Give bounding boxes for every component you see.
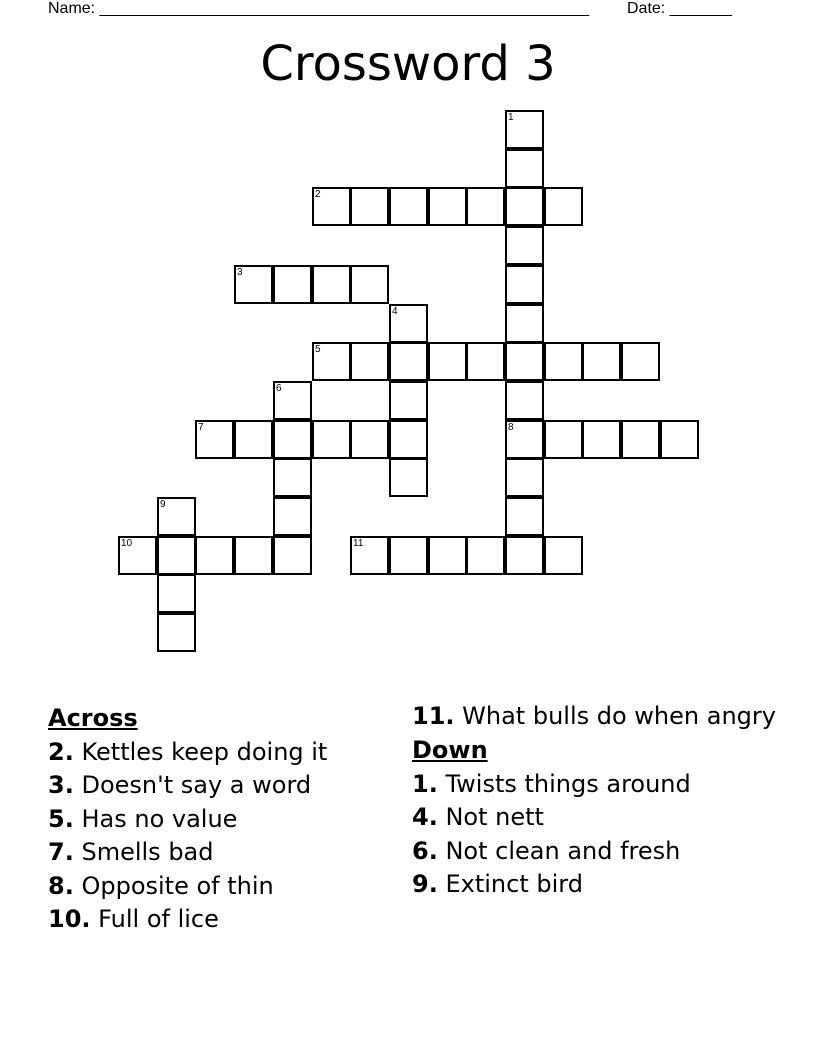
cell-number: 8	[508, 422, 514, 433]
grid-cell[interactable]	[582, 342, 621, 381]
clue-number: 11.	[412, 702, 455, 730]
clue-number: 4.	[412, 803, 438, 831]
grid-cell[interactable]	[389, 342, 428, 381]
clue-across-2	[48, 736, 398, 770]
clue-text: Kettles keep doing it	[81, 737, 328, 766]
grid-cell[interactable]	[505, 536, 544, 575]
grid-cell[interactable]	[505, 381, 544, 420]
grid-cell[interactable]	[195, 536, 234, 575]
grid-cell[interactable]	[505, 420, 544, 459]
grid-cell[interactable]	[505, 304, 544, 343]
grid-cell[interactable]	[505, 110, 544, 149]
clue-number: 6.	[412, 836, 438, 865]
clue-text: What bulls do when angry	[462, 702, 776, 730]
grid-cell[interactable]	[505, 149, 544, 188]
grid-cell[interactable]	[273, 497, 312, 536]
cell-number: 10	[121, 538, 133, 549]
clue-text: Doesn't say a word	[81, 771, 312, 799]
clue-number: 10.	[48, 905, 91, 933]
cell-number: 6	[276, 383, 282, 394]
grid-cell[interactable]	[234, 536, 273, 575]
clues-right-column	[412, 702, 792, 902]
across-heading: Across	[48, 704, 138, 732]
cell-number: 5	[315, 344, 321, 355]
grid-cell[interactable]	[389, 420, 428, 459]
grid-cell[interactable]	[389, 458, 428, 497]
grid-cell[interactable]	[505, 342, 544, 381]
clue-text: Not clean and fresh	[445, 836, 681, 865]
grid-cell[interactable]	[505, 458, 544, 497]
clue-number: 5.	[48, 804, 74, 833]
clue-text: Extinct bird	[445, 870, 583, 898]
clue-number: 1.	[412, 769, 438, 798]
date-field-line: Date: _______	[627, 0, 732, 17]
clue-across-10	[48, 903, 398, 937]
clue-across-7	[48, 836, 398, 870]
page-title: Crossword 3	[260, 36, 556, 92]
cell-number: 4	[392, 306, 398, 317]
grid-cell[interactable]	[466, 342, 505, 381]
clue-down-1	[412, 768, 792, 802]
grid-cell[interactable]	[312, 420, 351, 459]
grid-cell[interactable]	[505, 265, 544, 304]
clue-across-8	[48, 870, 398, 904]
grid-cell[interactable]	[234, 420, 273, 459]
grid-cell[interactable]	[350, 342, 389, 381]
grid-cell[interactable]	[157, 497, 196, 536]
clue-across-3	[48, 769, 398, 803]
clue-text: Has no value	[81, 804, 238, 833]
clue-down-4	[412, 801, 792, 835]
grid-cell[interactable]	[312, 187, 351, 226]
cell-number: 3	[237, 267, 243, 278]
clue-down-6	[412, 835, 792, 869]
grid-cell[interactable]	[389, 536, 428, 575]
clues-left-column	[48, 702, 398, 937]
cell-number: 1	[508, 112, 514, 123]
grid-cell[interactable]	[157, 574, 196, 613]
grid-cell[interactable]	[273, 381, 312, 420]
clue-number: 8.	[48, 871, 74, 900]
grid-cell[interactable]	[544, 420, 583, 459]
grid-cell[interactable]	[428, 187, 467, 226]
grid-cell[interactable]	[273, 420, 312, 459]
grid-cell[interactable]	[582, 420, 621, 459]
grid-cell[interactable]	[350, 265, 389, 304]
grid-cell[interactable]	[273, 536, 312, 575]
grid-cell[interactable]	[621, 342, 660, 381]
clue-across-5	[48, 803, 398, 837]
cell-number: 2	[315, 189, 321, 200]
clue-number: 9.	[412, 870, 438, 898]
grid-cell[interactable]	[157, 536, 196, 575]
grid-cell[interactable]	[466, 187, 505, 226]
grid-cell[interactable]	[389, 304, 428, 343]
clue-text: Twists things around	[445, 769, 691, 798]
grid-cell[interactable]	[505, 497, 544, 536]
grid-cell[interactable]	[312, 342, 351, 381]
grid-cell[interactable]	[389, 381, 428, 420]
clue-number: 7.	[48, 838, 74, 866]
grid-cell[interactable]	[428, 536, 467, 575]
grid-cell[interactable]	[350, 187, 389, 226]
clue-text: Full of lice	[98, 905, 219, 933]
cell-number: 9	[160, 499, 166, 510]
cell-number: 7	[198, 422, 204, 433]
grid-cell[interactable]	[312, 265, 351, 304]
grid-cell[interactable]	[466, 536, 505, 575]
name-field-line: Name: _______________________________________________________	[48, 0, 589, 17]
clue-text: Smells bad	[81, 838, 214, 866]
clue-number: 2.	[48, 737, 74, 766]
clue-text: Not nett	[445, 803, 544, 831]
grid-cell[interactable]	[621, 420, 660, 459]
clue-across-11	[412, 702, 792, 734]
grid-cell[interactable]	[544, 187, 583, 226]
grid-cell[interactable]	[350, 420, 389, 459]
grid-cell[interactable]	[428, 342, 467, 381]
cell-number: 11	[353, 538, 364, 549]
grid-cell[interactable]	[157, 613, 196, 652]
grid-cell[interactable]	[544, 342, 583, 381]
grid-cell[interactable]	[234, 265, 273, 304]
grid-cell[interactable]	[660, 420, 699, 459]
grid-cell[interactable]	[505, 187, 544, 226]
clue-number: 3.	[48, 771, 74, 799]
grid-cell[interactable]	[273, 265, 312, 304]
grid-cell[interactable]	[195, 420, 234, 459]
grid-cell[interactable]	[544, 536, 583, 575]
grid-cell[interactable]	[118, 536, 157, 575]
grid-cell[interactable]	[389, 187, 428, 226]
grid-cell[interactable]	[350, 536, 389, 575]
clue-down-9	[412, 868, 792, 902]
grid-cell[interactable]	[505, 226, 544, 265]
clue-text: Opposite of thin	[81, 871, 274, 900]
down-heading: Down	[412, 736, 488, 764]
grid-cell[interactable]	[273, 458, 312, 497]
